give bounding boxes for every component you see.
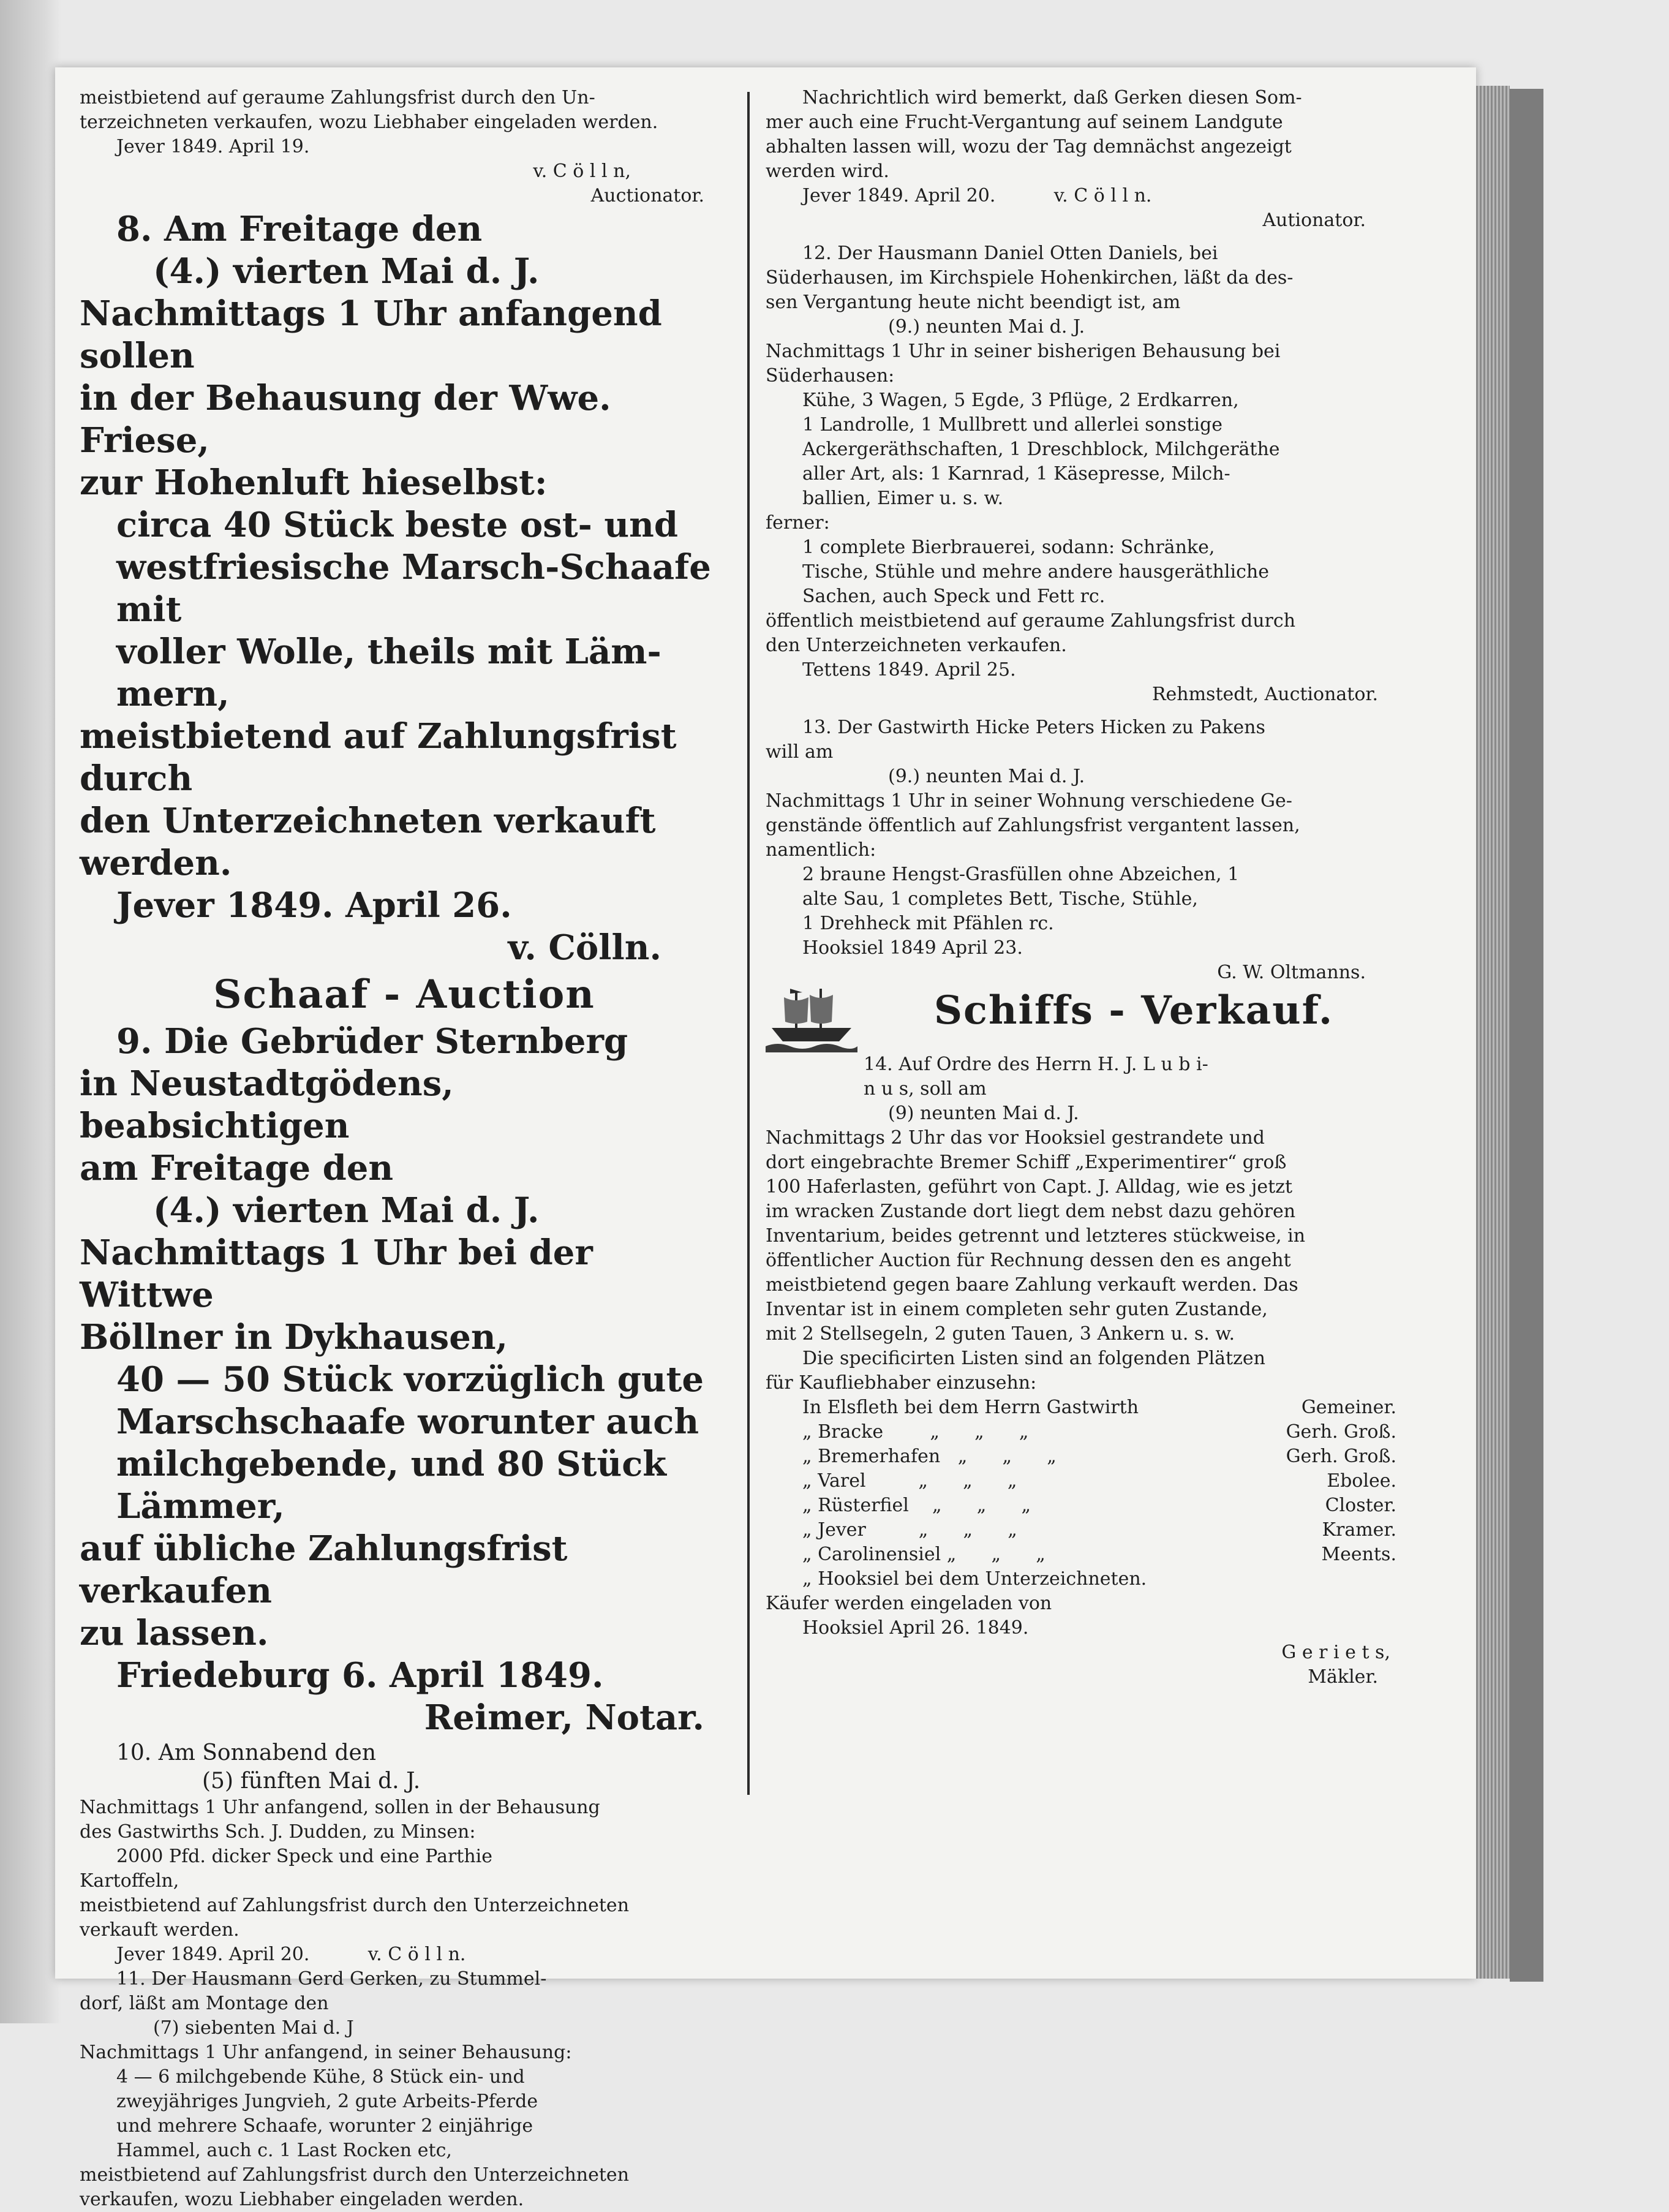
list-item: [766, 1444, 1403, 1469]
notice-signature: G. W. Oltmanns.: [1217, 962, 1366, 983]
notice-line: 11. Der Hausmann Gerd Gerken, zu Stummel-: [116, 1968, 547, 1990]
place: „ Varel „ „ „: [802, 1470, 1017, 1492]
notice-line: meistbietend auf Zahlungsfrist durch: [80, 716, 677, 799]
notice-line: 10. Am Sonnabend den: [116, 1740, 377, 1765]
notice-line: aller Art, als: 1 Karnrad, 1 Käsepresse, Milch-: [802, 463, 1230, 485]
contact: Gerh. Groß.: [1286, 1446, 1396, 1467]
notice-line: Ackergeräthschaften, 1 Dreschblock, Milchgeräthe: [802, 439, 1280, 460]
notice-line: zur Hohenluft hieselbst:: [80, 462, 548, 503]
notice-line: Sachen, auch Speck und Fett rc.: [802, 586, 1106, 607]
notice-line: im wracken Zustande dort liegt dem nebst dazu gehören: [766, 1201, 1296, 1222]
intro-date: Jever 1849. April 19.: [116, 136, 310, 157]
notice-line: Kartoffeln,: [80, 1870, 179, 1892]
notice-line: Tische, Stühle und mehre andere hausgeräthliche: [802, 561, 1269, 583]
notice-line: meistbietend gegen baare Zahlung verkauft werden. Das: [766, 1274, 1298, 1296]
heading-schaaf-auction: Schaaf - Auction: [213, 972, 595, 1017]
binding-shadow: [0, 0, 61, 2023]
notice-line: Hooksiel 1849 April 23.: [802, 937, 1023, 959]
notice-line: Nachrichtlich wird bemerkt, daß Gerken diesen Som-: [802, 87, 1302, 108]
notice-line: in Neustadtgödens, beabsichtigen: [80, 1063, 454, 1146]
notice-line: (9) neunten Mai d. J.: [888, 1103, 1079, 1124]
notice-line: 1 Drehheck mit Pfählen rc.: [802, 913, 1054, 934]
notice-line: 4 — 6 milchgebende Kühe, 8 Stück ein- und: [116, 2066, 525, 2088]
list-item: [766, 1493, 1403, 1518]
notice-10: [80, 1739, 729, 1967]
notice-line: namentlich:: [766, 839, 876, 861]
notice-line: den Unterzeichneten verkaufen.: [766, 635, 1067, 656]
intro-role: Auctionator.: [590, 185, 704, 206]
notice-line: (9.) neunten Mai d. J.: [888, 766, 1085, 787]
notice-line: voller Wolle, theils mit Läm-: [116, 632, 661, 672]
notice-line: ballien, Eimer u. s. w.: [802, 488, 1004, 509]
notice-signature: v. Cölln.: [508, 927, 661, 968]
notice-line: Friedeburg 6. April 1849.: [116, 1655, 604, 1696]
contact: Gemeiner.: [1301, 1397, 1396, 1418]
notice-line: öffentlich meistbietend auf geraume Zahlungsfrist durch: [766, 610, 1296, 632]
notice-line: Hooksiel April 26. 1849.: [802, 1617, 1029, 1639]
notice-line: 100 Haferlasten, geführt von Capt. J. Alldag, wie es jetzt: [766, 1176, 1293, 1198]
notice-signature: Rehmstedt, Auctionator.: [1151, 684, 1378, 705]
contact: Gerh. Groß.: [1286, 1421, 1396, 1443]
notice-line: sen Vergantung heute nicht beendigt ist, am: [766, 292, 1181, 313]
notice-line: „ Hooksiel bei dem Unterzeichneten.: [802, 1568, 1147, 1590]
notice-line: verkauft werden.: [80, 1919, 239, 1941]
ship-icon: [766, 985, 857, 1052]
ship-heading-row: [766, 985, 1403, 1052]
place: „ Bremerhafen „ „ „: [802, 1446, 1057, 1467]
list-item: [766, 1395, 1403, 1420]
notice-line: verkaufen, wozu Liebhaber eingeladen werden.: [80, 2189, 524, 2210]
notice-line: Inventarium, beides getrennt und letzteres stückweise, in: [766, 1225, 1306, 1247]
notice-note: [766, 86, 1403, 233]
notice-line: Lämmer,: [116, 1486, 285, 1527]
notice-line: (7) siebenten Mai d. J: [153, 2017, 354, 2039]
notice-line: Hammel, auch c. 1 Last Rocken etc,: [116, 2140, 452, 2161]
notice-signature: Reimer, Notar.: [424, 1697, 704, 1738]
notice-line: und mehrere Schaafe, worunter 2 einjährige: [116, 2115, 533, 2137]
place: „ Jever „ „ „: [802, 1519, 1017, 1541]
notice-11: [80, 1967, 729, 2212]
notice-role: Mäkler.: [1308, 1666, 1378, 1688]
notice-line: werden wird.: [766, 160, 889, 182]
notice-line: in der Behausung der Wwe. Friese,: [80, 378, 611, 461]
notice-9: [80, 1021, 729, 1739]
notice-line: Nachmittags 1 Uhr in seiner Wohnung verschiedene Ge-: [766, 790, 1292, 812]
notice-line: mit 2 Stellsegeln, 2 guten Tauen, 3 Ankern u. s. w.: [766, 1323, 1235, 1345]
notice-line: (9.) neunten Mai d. J.: [888, 316, 1085, 338]
list-item: [766, 1469, 1403, 1493]
notice-line: Inventar ist in einem completen sehr guten Zustande,: [766, 1299, 1268, 1320]
notice-line: alte Sau, 1 completes Bett, Tische, Stühle,: [802, 888, 1198, 910]
notice-line: Kühe, 3 Wagen, 5 Egde, 3 Pflüge, 2 Erdkarren,: [802, 390, 1239, 411]
notice-line: Nachmittags 1 Uhr anfangend, sollen in der Behausung: [80, 1797, 600, 1818]
notice-12: [766, 241, 1403, 707]
notice-line: Marschschaafe worunter auch: [116, 1402, 699, 1442]
notice-8: [80, 208, 729, 969]
notice-signature: G e r i e t s,: [1281, 1642, 1390, 1663]
notice-line: Böllner in Dykhausen,: [80, 1317, 508, 1357]
contact: Meents.: [1321, 1544, 1396, 1565]
list-item: [766, 1542, 1403, 1567]
notice-line: 1 complete Bierbrauerei, sodann: Schränke,: [802, 537, 1215, 558]
notice-line: dorf, läßt am Montage den: [80, 1993, 329, 2014]
notice-line: n u s, soll am: [864, 1078, 987, 1100]
heading-schiffs-verkauf: Schiffs - Verkauf.: [933, 987, 1334, 1033]
left-column: [80, 86, 729, 2210]
notice-line: 8. Am Freitage den: [116, 209, 483, 249]
list-item: [766, 1420, 1403, 1444]
notice-line: 1 Landrolle, 1 Mullbrett und allerlei sonstige: [802, 414, 1223, 436]
page-edges: [1476, 86, 1510, 1979]
list-item: [766, 1518, 1403, 1542]
notice-line: Jever 1849. April 26.: [116, 885, 512, 926]
notice-line: für Kaufliebhaber einzusehn:: [766, 1372, 1037, 1394]
notice-line: Käufer werden eingeladen von: [766, 1593, 1052, 1614]
contact: Kramer.: [1322, 1519, 1396, 1541]
notice-line: des Gastwirths Sch. J. Dudden, zu Minsen:: [80, 1821, 476, 1843]
notice-line: 2 braune Hengst-Grasfüllen ohne Abzeichen, 1: [802, 864, 1240, 885]
notice-line: zweyjähriges Jungvieh, 2 gute Arbeits-Pferde: [116, 2091, 538, 2112]
notice-line: 13. Der Gastwirth Hicke Peters Hicken zu Pakens: [802, 717, 1265, 738]
notice-14: [766, 1052, 1403, 1689]
intro-signature: v. C ö l l n,: [533, 160, 631, 182]
place: In Elsfleth bei dem Herrn Gastwirth: [802, 1397, 1139, 1418]
notice-line: Die specificirten Listen sind an folgenden Plätzen: [802, 1348, 1265, 1369]
notice-13: [766, 715, 1403, 985]
notice-line: 14. Auf Ordre des Herrn H. J. L u b i-: [864, 1054, 1208, 1075]
notice-line: öffentlicher Auction für Rechnung dessen den es angeht: [766, 1250, 1291, 1271]
notice-line: ferner:: [766, 512, 830, 534]
notice-line: milchgebende, und 80 Stück: [116, 1444, 667, 1484]
notice-line: (4.) vierten Mai d. J.: [153, 1190, 540, 1231]
notice-line: Nachmittags 1 Uhr anfangend, in seiner Behausung:: [80, 2042, 572, 2063]
notice-line: (4.) vierten Mai d. J.: [153, 251, 540, 292]
notice-line: zu lassen.: [80, 1613, 269, 1653]
place: „ Bracke „ „ „: [802, 1421, 1029, 1443]
notice-date: Jever 1849. April 20. v. C ö l l n.: [802, 185, 1152, 206]
notice-line: Tettens 1849. April 25.: [802, 659, 1016, 681]
notice-line: mern,: [116, 674, 230, 714]
contact: Closter.: [1325, 1495, 1396, 1516]
notice-line: abhalten lassen will, wozu der Tag demnächst angezeigt: [766, 136, 1292, 157]
book-cover: [1510, 89, 1543, 1982]
notice-line: meistbietend auf Zahlungsfrist durch den Unterzeichneten: [80, 1895, 630, 1916]
notice-line: (5) fünften Mai d. J.: [202, 1768, 421, 1794]
intro-line: meistbietend auf geraume Zahlungsfrist durch den Un-: [80, 87, 595, 108]
notice-line: Nachmittags 2 Uhr das vor Hooksiel gestrandete und: [766, 1127, 1265, 1149]
notice-line: 40 — 50 Stück vorzüglich gute: [116, 1359, 704, 1400]
place: „ Rüsterfiel „ „ „: [802, 1495, 1031, 1516]
column-rule: [747, 92, 750, 1795]
notice-line: auf übliche Zahlungsfrist verkaufen: [80, 1528, 568, 1611]
notice-line: dort eingebrachte Bremer Schiff „Experimentirer“ groß: [766, 1152, 1287, 1173]
notice-line: Nachmittags 1 Uhr bei der Wittwe: [80, 1232, 593, 1315]
notice-line: am Freitage den: [80, 1148, 394, 1188]
notice-line: Nachmittags 1 Uhr in seiner bisherigen Behausung bei: [766, 341, 1281, 362]
notice-line: will am: [766, 741, 834, 763]
notice-line: meistbietend auf Zahlungsfrist durch den Unterzeichneten: [80, 2164, 630, 2186]
notice-line: 12. Der Hausmann Daniel Otten Daniels, bei: [802, 243, 1218, 264]
notice-line: mer auch eine Frucht-Vergantung auf seinem Landgute: [766, 111, 1283, 133]
notice-role: Autionator.: [1262, 209, 1366, 231]
notice-line: Süderhausen:: [766, 365, 895, 387]
notice-line: westfriesische Marsch-Schaafe mit: [116, 547, 711, 630]
notice-line: Süderhausen, im Kirchspiele Hohenkirchen, läßt da des-: [766, 267, 1294, 289]
notice-line: circa 40 Stück beste ost- und: [116, 505, 678, 545]
notice-line: Jever 1849. April 20. v. C ö l l n.: [116, 1944, 466, 1965]
notice-line: Nachmittags 1 Uhr anfangend sollen: [80, 293, 662, 376]
places-list: [766, 1395, 1403, 1567]
place: „ Carolinensiel „ „ „: [802, 1544, 1045, 1565]
notice-line: den Unterzeichneten verkauft werden.: [80, 801, 656, 883]
intro-line: terzeichneten verkaufen, wozu Liebhaber eingeladen werden.: [80, 111, 658, 133]
notice-line: 9. Die Gebrüder Sternberg: [116, 1021, 628, 1062]
notice-line: genstände öffentlich auf Zahlungsfrist vergantent lassen,: [766, 815, 1300, 836]
notice-line: 2000 Pfd. dicker Speck und eine Parthie: [116, 1846, 493, 1867]
right-column: [766, 86, 1403, 1881]
contact: Ebolee.: [1327, 1470, 1396, 1492]
